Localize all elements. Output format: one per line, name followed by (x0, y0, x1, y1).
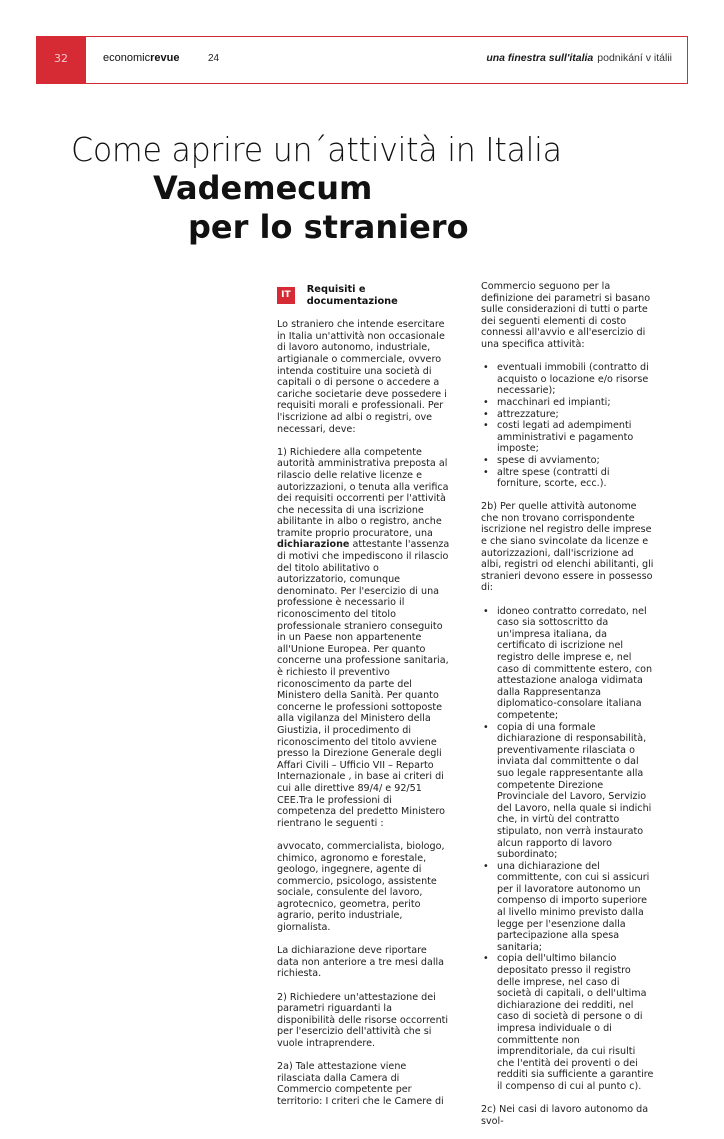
list-item: • copia dell'ultimo bilancio depositato presso il registro delle imprese, nel caso di società di capitali, o dell'ultima dichiarazione dei redditi, nel caso di società di persone o di impresa individuale o di committente non imprenditoriale, da cui risulti che l'entità dei proventi o dei redditi sia sufficiente a garantire il compenso di cui al punto c). (497, 953, 655, 1092)
paragraph-text: attestante l'assenza di motivi che impediscono il rilascio del titolo abilitativo o autorizzatorio, comunque denominato. Per l'esercizio di una professione è necessario il riconoscimento del titolo professionale straniero conseguito in un Paese non appartenente all'Unione Europea. Per quanto concerne una professione sanitaria, è richiesto il preventivo riconoscimento da parte del Ministero della Sanità. Per quanto concerne le professioni sottoposte alla vigilanza del Ministero della Giustizia, il procedimento di riconoscimento del titolo avviene presso la Direzione Generale degli Affari Civili – Ufficio VII – Reparto Internazionale , in base ai criteri di cui alle direttive 89/4/ e 92/51 CEE.Tra le professioni di competenza del predetto Ministero rientrano le seguenti : (277, 539, 450, 829)
list-item: • una dichiarazione del committente, con cui si assicuri per il lavoratore autonomo un compenso di importo superiore al livello minimo previsto dalla legge per l'esenzione dalla partecipazione alla spesa sanitaria; (497, 861, 655, 954)
section-label-italian: una finestra sull'italia (486, 52, 594, 64)
list-item: • macchinari ed impianti; (497, 397, 655, 409)
paragraph: 2b) Per quelle attività autonome che non trovano corrispondente iscrizione nel registro delle imprese e che siano svincolate da licenze e autorizzazioni, dall'iscrizione ad albi, registri od elenchi abilitanti, gli stranieri devono essere in possesso di: (481, 501, 654, 594)
language-badge: IT (277, 287, 295, 304)
text-column-left (277, 281, 450, 1119)
paragraph: avvocato, commercialista, biologo, chimico, agronomo e forestale, geologo, ingegnere, agente di commercio, psicologo, assistente sociale, consulente del lavoro, agrotecnico, geometra, perito agrario, perito industriale, giornalista. (277, 840, 445, 934)
article-title: Come aprire un´attività in Italia (71, 130, 562, 169)
paragraph: La dichiarazione deve riportare data non anteriore a tre mesi dalla richiesta. (277, 945, 445, 980)
article-subtitle-line2: per lo straniero (188, 208, 469, 246)
paragraph: 2a) Tale attestazione viene rilasciata dalla Camera di Commercio competente per territorio: I criteri che le Camere di (277, 1061, 444, 1107)
text-column-right (481, 281, 655, 1139)
magazine-brand (103, 52, 179, 64)
section-label (486, 52, 672, 64)
section-title: Requisiti e documentazione (306, 284, 398, 307)
paragraph-text: 1) Richiedere alla competente autorità amministrativa preposta al rilascio delle relative licenze e autorizzazioni, o tenuta alla verifica dei requisiti occorrenti per l'attività che necessita di una iscrizione abilitante in albo o registro, anche tramite proprio procuratore, una (277, 446, 449, 539)
list-item: • altre spese (contratti di forniture, scorte, ecc.). (497, 467, 655, 490)
paragraph: 2) Richiedere un'attestazione dei parametri riguardanti la disponibilità delle risorse occorrenti per l'esercizio dell'attività che si vuole intraprendere. (277, 991, 449, 1049)
list-item: • attrezzature; (497, 409, 655, 421)
paragraph: Commercio seguono per la definizione dei parametri si basano sulle considerazioni di tutti o parte dei seguenti elementi di costo connessi all'avvio e all'esercizio di una specifica attività: (481, 281, 651, 350)
bold-term: dichiarazione (277, 539, 350, 551)
paragraph: Lo straniero che intende esercitare in Italia un'attività non occasionale di lavoro autonomo, industriale, artigianale o commerciale, ovvero intenda costituire una società di capitali o di persone o accedere a cariche societarie deve possedere i requisiti morali e professionali. Per l'iscrizione ad albi o registri, ove necessari, deve: (277, 319, 447, 435)
cost-list (481, 362, 655, 490)
magazine-page-number: 24 (208, 53, 220, 64)
section-heading (277, 284, 450, 307)
article-subtitle-line1: Vademecum (153, 169, 373, 207)
brand-light: economic (103, 52, 151, 64)
list-item: • copia di una formale dichiarazione di responsabilità, preventivamente rilasciata o inviata dal committente o dal suo legale rappresentante alla competente Direzione Provinciale del Lavoro, Servizio del Lavoro, nella quale si indichi che, in virtù del contratto stipulato, non verrà instaurato alcun rapporto di lavoro subordinato; (497, 722, 655, 861)
paragraph (277, 447, 450, 830)
list-item: • idoneo contratto corredato, nel caso sia sottoscritto da un'impresa italiana, da certificato di iscrizione nel registro delle imprese e, nel caso di committente estero, con attestazione analoga vidimata dalla Rappresentanza diplomatico-consolare italiana competente; (497, 606, 655, 722)
list-item: • spese di avviamento; (497, 455, 655, 467)
brand-bold: revue (150, 52, 180, 64)
requirements-list (481, 606, 655, 1093)
list-item: • eventuali immobili (contratto di acquisto o locazione e/o risorse necessarie); (497, 362, 655, 397)
list-item: • costi legati ad adempimenti amministrativi e pagamento imposte; (497, 420, 655, 455)
page-number: 32 (36, 36, 86, 84)
section-label-czech: podnikání v itálii (597, 52, 672, 64)
paragraph: 2c) Nei casi di lavoro autonomo da svol- (481, 1104, 649, 1127)
